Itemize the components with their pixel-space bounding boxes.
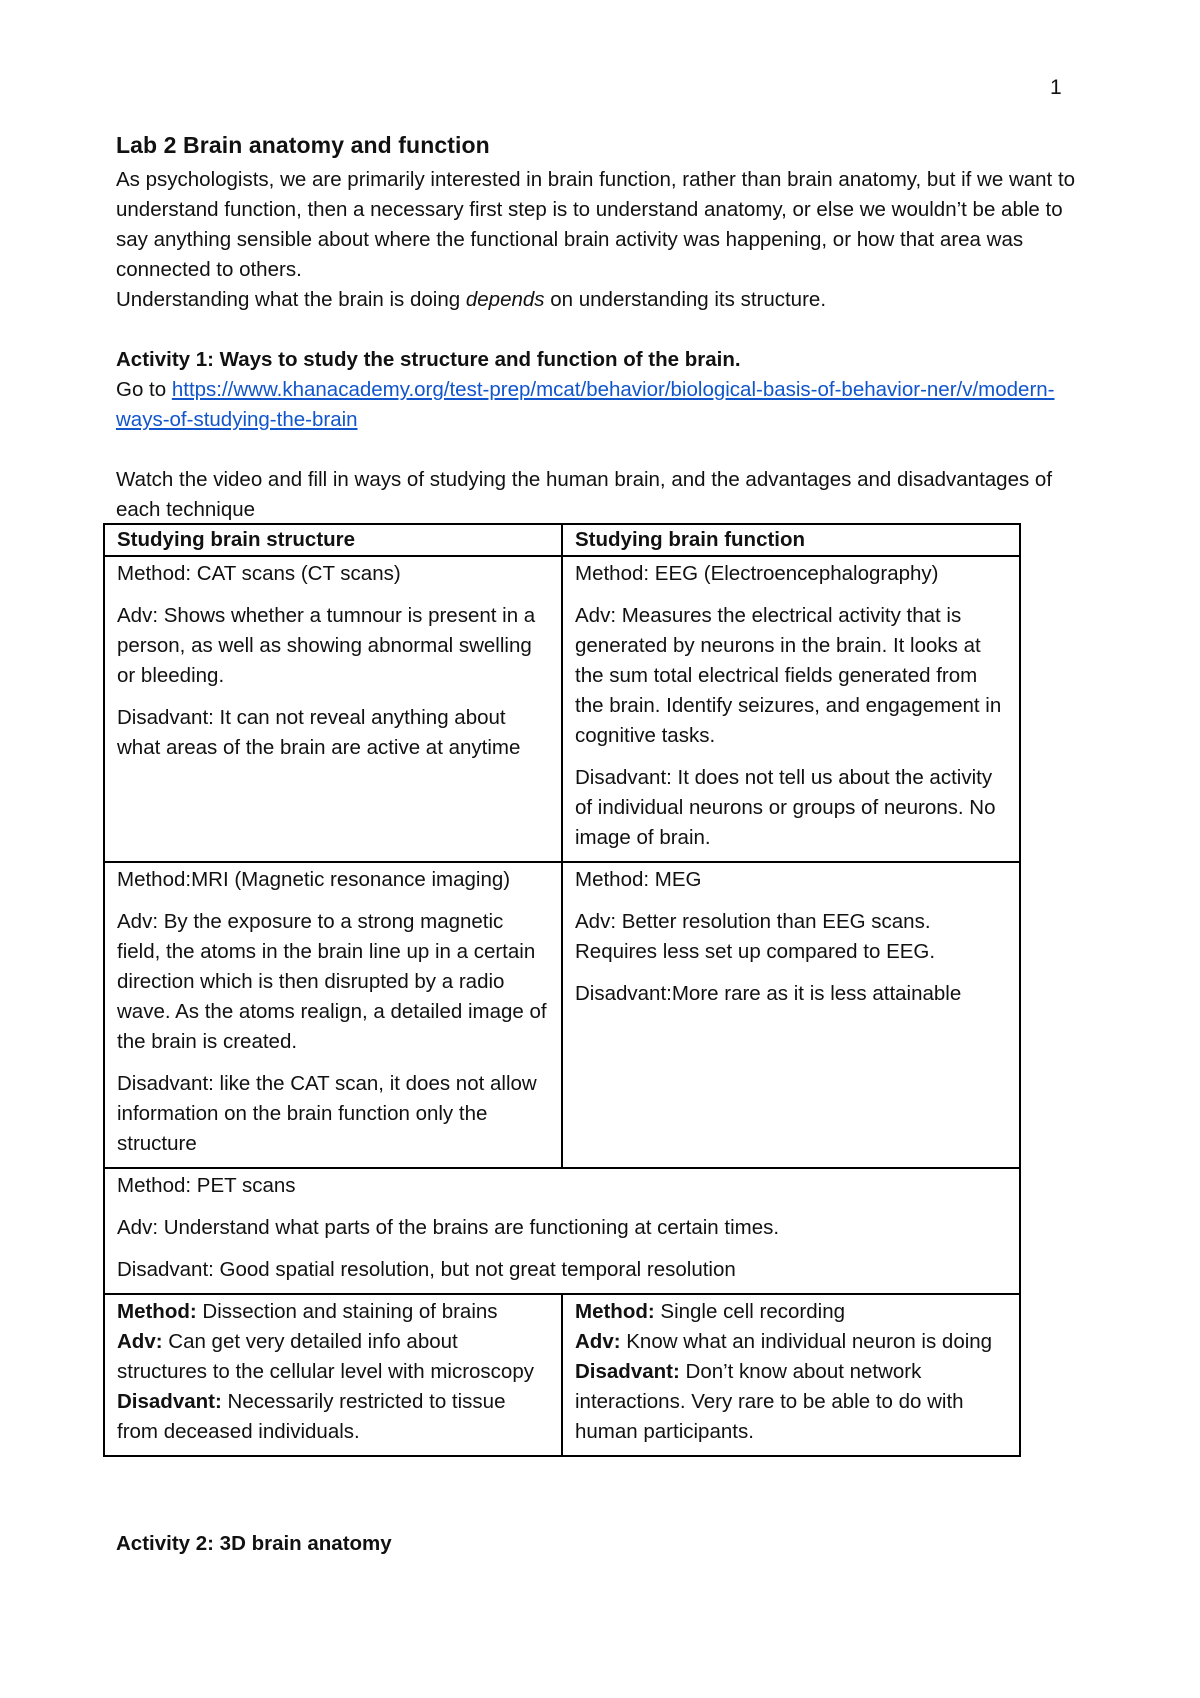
header-function: Studying brain function (562, 524, 1020, 556)
intro-line-2-start: Understanding what the brain is doing (116, 288, 466, 311)
adv-value: Can get very detailed info about structures to the cellular level with microscopy (117, 1330, 534, 1383)
go-to-label: Go to (116, 378, 172, 401)
intro-line-2-end: on understanding its structure. (544, 288, 827, 311)
disadvant-text: Disadvant: It can not reveal anything about what areas of the brain are active at anytime (117, 706, 521, 759)
header-structure: Studying brain structure (104, 524, 562, 556)
activity-1-heading: Activity 1: Ways to study the structure and function of the brain. (116, 348, 741, 371)
disadvant-text: Disadvant: like the CAT scan, it does not allow information on the brain function only the structure (117, 1072, 537, 1155)
method-line (575, 1297, 1007, 1327)
activity-2-heading: Activity 2: 3D brain anatomy (116, 1532, 392, 1555)
khan-academy-link[interactable]: https://www.khanacademy.org/test-prep/mcat/behavior/biological-basis-of-behavior-ner/v/modern-ways-of-studying-the-brain (116, 378, 1055, 431)
method-value: Dissection and staining of brains (196, 1300, 498, 1323)
intro-paragraph: As psychologists, we are primarily interested in brain function, rather than brain anatomy, but if we want to understand function, then a necessary first step is to understand anatomy, or else we wouldn’t be able to say anything sensible about where the functional brain activity was happening, or how that area was connected to others. (116, 168, 1076, 281)
method-label: Method: (117, 1300, 197, 1323)
method-text: Method: MEG (575, 868, 702, 891)
cell-ct-scan (104, 556, 562, 862)
intro (116, 165, 1076, 315)
document-body (116, 132, 1076, 525)
adv-text: Adv: Measures the electrical activity that is generated by neurons in the brain. It looks at the sum total electrical fields generated from the brain. Identify seizures, and engagement in cognitive tasks. (575, 604, 1002, 747)
disadvant-value: Don’t know about network interactions. Very rare to be able to do with human participants. (575, 1360, 964, 1443)
adv-label: Adv: (117, 1330, 163, 1353)
cell-pet (104, 1168, 1020, 1294)
disadvant-text: Disadvant: Good spatial resolution, but not great temporal resolution (117, 1258, 736, 1281)
method-text: Method:MRI (Magnetic resonance imaging) (117, 868, 511, 891)
method-label: Method: (575, 1300, 655, 1323)
adv-text: Adv: Better resolution than EEG scans. Requires less set up compared to EEG. (575, 910, 936, 963)
method-line (117, 1297, 549, 1327)
adv-label: Adv: (575, 1330, 621, 1353)
method-text: Method: EEG (Electroencephalography) (575, 562, 939, 585)
method-text: Method: CAT scans (CT scans) (117, 562, 401, 585)
table-row (104, 1168, 1020, 1294)
cell-single-cell (562, 1294, 1020, 1456)
cell-meg (562, 862, 1020, 1168)
cell-dissection (104, 1294, 562, 1456)
disadvant-value: Necessarily restricted to tissue from deceased individuals. (117, 1390, 506, 1443)
cell-eeg (562, 556, 1020, 862)
activity-1-instruction: Watch the video and fill in ways of studying the human brain, and the advantages and disadvantages of each technique (116, 468, 1053, 521)
table-row (104, 556, 1020, 862)
adv-text: Adv: By the exposure to a strong magnetic field, the atoms in the brain line up in a certain direction which is then disrupted by a radio wave. As the atoms realign, a detailed image of the brain is created. (117, 910, 547, 1053)
intro-line-2 (116, 285, 1076, 315)
disadvant-text: Disadvant: It does not tell us about the activity of individual neurons or groups of neurons. No image of brain. (575, 766, 996, 849)
table-header-row (104, 524, 1020, 556)
method-text: Method: PET scans (117, 1174, 296, 1197)
adv-value: Know what an individual neuron is doing (620, 1330, 993, 1353)
disadvant-text: Disadvant:More rare as it is less attainable (575, 982, 962, 1005)
disadvant-label: Disadvant: (575, 1360, 680, 1383)
disadvant-line (117, 1387, 549, 1447)
disadvant-label: Disadvant: (117, 1390, 222, 1413)
cell-mri (104, 862, 562, 1168)
table-row (104, 1294, 1020, 1456)
adv-text: Adv: Understand what parts of the brains are functioning at certain times. (117, 1216, 780, 1239)
disadvant-line (575, 1357, 1007, 1447)
methods-table (103, 523, 1021, 1457)
intro-emphasis: depends (465, 288, 545, 311)
adv-text: Adv: Shows whether a tumnour is present in a person, as well as showing abnormal swelling or bleeding. (117, 604, 536, 687)
adv-line (575, 1327, 1007, 1357)
method-value: Single cell recording (654, 1300, 845, 1323)
go-to-line (116, 375, 1076, 435)
page-number: 1 (1050, 76, 1062, 99)
table-row (104, 862, 1020, 1168)
page-title: Lab 2 Brain anatomy and function (116, 132, 490, 158)
adv-line (117, 1327, 549, 1387)
